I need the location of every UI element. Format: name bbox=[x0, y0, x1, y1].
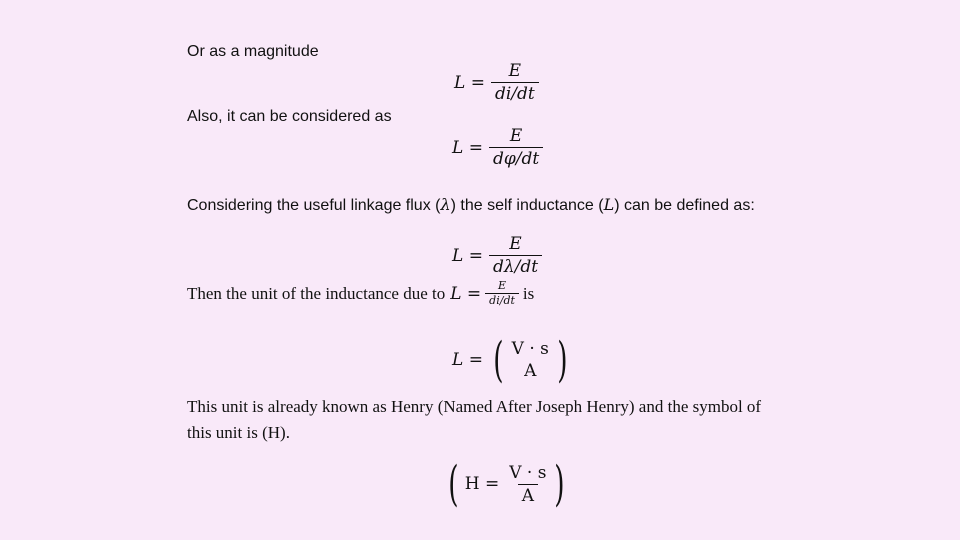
lambda-symbol: λ bbox=[440, 195, 451, 214]
text-or-as-magnitude: Or as a magnitude bbox=[187, 43, 319, 60]
text-segment: Considering the useful linkage flux ( bbox=[187, 197, 441, 214]
equation-h-vs-a bbox=[444, 456, 569, 512]
equation-lhs: L = bbox=[452, 137, 483, 158]
inline-equation bbox=[450, 280, 519, 307]
fraction-denominator: dφ/dt bbox=[489, 147, 543, 169]
equation-l-e-dlambda-dt bbox=[452, 234, 542, 277]
fraction bbox=[485, 280, 519, 307]
fraction-denominator: di/dt bbox=[491, 82, 539, 104]
text-also-considered: Also, it can be considered as bbox=[187, 108, 392, 125]
fraction-numerator: E bbox=[508, 61, 522, 81]
equation-lhs: L = bbox=[454, 72, 485, 93]
fraction-denominator: di/dt bbox=[485, 293, 519, 307]
left-paren: ( bbox=[493, 332, 504, 388]
equation-lhs: L = bbox=[450, 283, 482, 304]
text-unit-of-inductance bbox=[187, 280, 534, 307]
text-segment: is bbox=[522, 283, 535, 303]
fraction-numerator: V · s bbox=[509, 462, 547, 483]
equation-lhs: L = bbox=[452, 350, 483, 370]
right-paren: ) bbox=[554, 456, 565, 512]
equation-l-e-di-dt bbox=[454, 61, 539, 104]
left-paren: ( bbox=[448, 456, 459, 512]
text-henry-line2: this unit is (H). bbox=[187, 423, 290, 442]
l-symbol: L bbox=[603, 195, 615, 214]
equation-l-e-dphi-dt bbox=[452, 126, 543, 169]
fraction-numerator: E bbox=[498, 279, 507, 292]
text-useful-linkage-flux bbox=[187, 195, 755, 215]
equation-lhs: H = bbox=[464, 474, 500, 494]
fraction bbox=[505, 463, 550, 506]
equation-l-vs-a bbox=[452, 332, 572, 388]
fraction bbox=[491, 61, 539, 104]
fraction-denominator: dλ/dt bbox=[489, 255, 542, 277]
text-henry-line1: This unit is already known as Henry (Named After Joseph Henry) and the symbol of bbox=[187, 397, 762, 416]
fraction bbox=[508, 339, 553, 381]
equation-lhs: L = bbox=[452, 245, 483, 266]
fraction-numerator: V · s bbox=[511, 339, 549, 359]
fraction bbox=[489, 126, 543, 169]
text-segment: Then the unit of the inductance due to bbox=[187, 283, 446, 303]
fraction-denominator: A bbox=[524, 361, 537, 381]
fraction-denominator: A bbox=[518, 484, 538, 506]
fraction-numerator: E bbox=[509, 126, 523, 146]
fraction bbox=[489, 234, 542, 277]
text-segment: ) the self inductance ( bbox=[450, 197, 604, 214]
fraction-numerator: E bbox=[509, 234, 522, 254]
text-segment: ) can be defined as: bbox=[614, 197, 755, 214]
right-paren: ) bbox=[557, 332, 568, 388]
